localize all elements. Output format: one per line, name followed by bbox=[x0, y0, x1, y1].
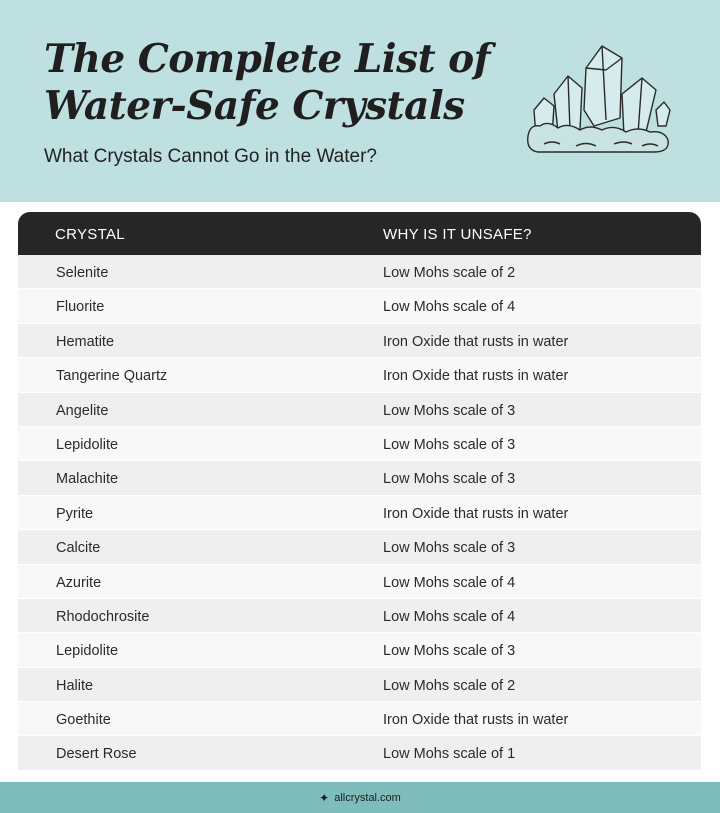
page-subtitle: What Crystals Cannot Go in the Water? bbox=[44, 146, 377, 167]
table-row bbox=[18, 530, 701, 564]
table-row bbox=[18, 565, 701, 599]
unsafe-reason-cell: Iron Oxide that rusts in water bbox=[383, 368, 569, 385]
unsafe-reason-cell: Low Mohs scale of 3 bbox=[383, 471, 516, 488]
crystal-name-cell: Lepidolite bbox=[56, 643, 119, 660]
crystal-name-cell: Angelite bbox=[56, 402, 109, 419]
crystal-name-cell: Halite bbox=[56, 677, 94, 694]
crystal-name-cell: Selenite bbox=[56, 265, 109, 281]
table-row bbox=[18, 427, 701, 461]
title-line-2: Water-Safe Crystals bbox=[44, 83, 465, 129]
crystal-name-cell: Goethite bbox=[56, 712, 111, 729]
table-row bbox=[18, 599, 701, 633]
table-row bbox=[18, 358, 701, 392]
table-row bbox=[18, 702, 701, 736]
header-banner bbox=[0, 0, 720, 202]
crystal-name-cell: Lepidolite bbox=[56, 436, 119, 453]
unsafe-reason-cell: Low Mohs scale of 3 bbox=[383, 540, 516, 557]
table-row bbox=[18, 496, 701, 530]
crystal-cluster-icon bbox=[524, 40, 674, 156]
column-header-why-unsafe: WHY IS IT UNSAFE? bbox=[383, 226, 532, 243]
unsafe-reason-cell: Low Mohs scale of 2 bbox=[383, 677, 516, 694]
table-row bbox=[18, 289, 701, 323]
unsafe-reason-cell: Low Mohs scale of 4 bbox=[383, 608, 516, 625]
unsafe-reason-cell: Iron Oxide that rusts in water bbox=[383, 712, 569, 729]
unsafe-reason-cell: Low Mohs scale of 3 bbox=[383, 436, 516, 453]
table-row bbox=[18, 324, 701, 358]
table-row bbox=[18, 668, 701, 702]
crystal-name-cell: Azurite bbox=[56, 574, 102, 591]
table-row bbox=[18, 461, 701, 495]
sparkle-icon: ✦ bbox=[319, 790, 330, 805]
footer-bar bbox=[0, 782, 720, 813]
table-row bbox=[18, 633, 701, 667]
unsafe-reason-cell: Iron Oxide that rusts in water bbox=[383, 505, 569, 522]
crystal-table bbox=[18, 212, 701, 763]
table-row bbox=[18, 736, 701, 770]
crystal-name-cell: Malachite bbox=[56, 471, 119, 488]
unsafe-reason-cell: Low Mohs scale of 3 bbox=[383, 402, 516, 419]
crystal-name-cell: Hematite bbox=[56, 333, 115, 350]
table-header bbox=[18, 212, 701, 255]
page-title bbox=[44, 36, 504, 130]
footer-site-link[interactable]: allcrystal.com bbox=[334, 791, 401, 804]
crystal-name-cell: Pyrite bbox=[56, 505, 94, 522]
table-body bbox=[18, 255, 701, 771]
crystal-name-cell: Calcite bbox=[56, 540, 101, 557]
unsafe-reason-cell: Low Mohs scale of 1 bbox=[383, 746, 516, 763]
crystal-name-cell: Fluorite bbox=[56, 299, 105, 316]
unsafe-reason-cell: Low Mohs scale of 3 bbox=[383, 643, 516, 660]
crystal-name-cell: Rhodochrosite bbox=[56, 608, 150, 625]
crystal-name-cell: Desert Rose bbox=[56, 746, 137, 763]
title-line-1: The Complete List of bbox=[44, 36, 490, 82]
unsafe-reason-cell: Low Mohs scale of 4 bbox=[383, 299, 516, 316]
unsafe-reason-cell: Iron Oxide that rusts in water bbox=[383, 333, 569, 350]
unsafe-reason-cell: Low Mohs scale of 4 bbox=[383, 574, 516, 591]
column-header-crystal: CRYSTAL bbox=[55, 226, 125, 243]
crystal-name-cell: Tangerine Quartz bbox=[56, 368, 168, 385]
table-row bbox=[18, 393, 701, 427]
table-row bbox=[18, 255, 701, 289]
unsafe-reason-cell: Low Mohs scale of 2 bbox=[383, 265, 516, 281]
